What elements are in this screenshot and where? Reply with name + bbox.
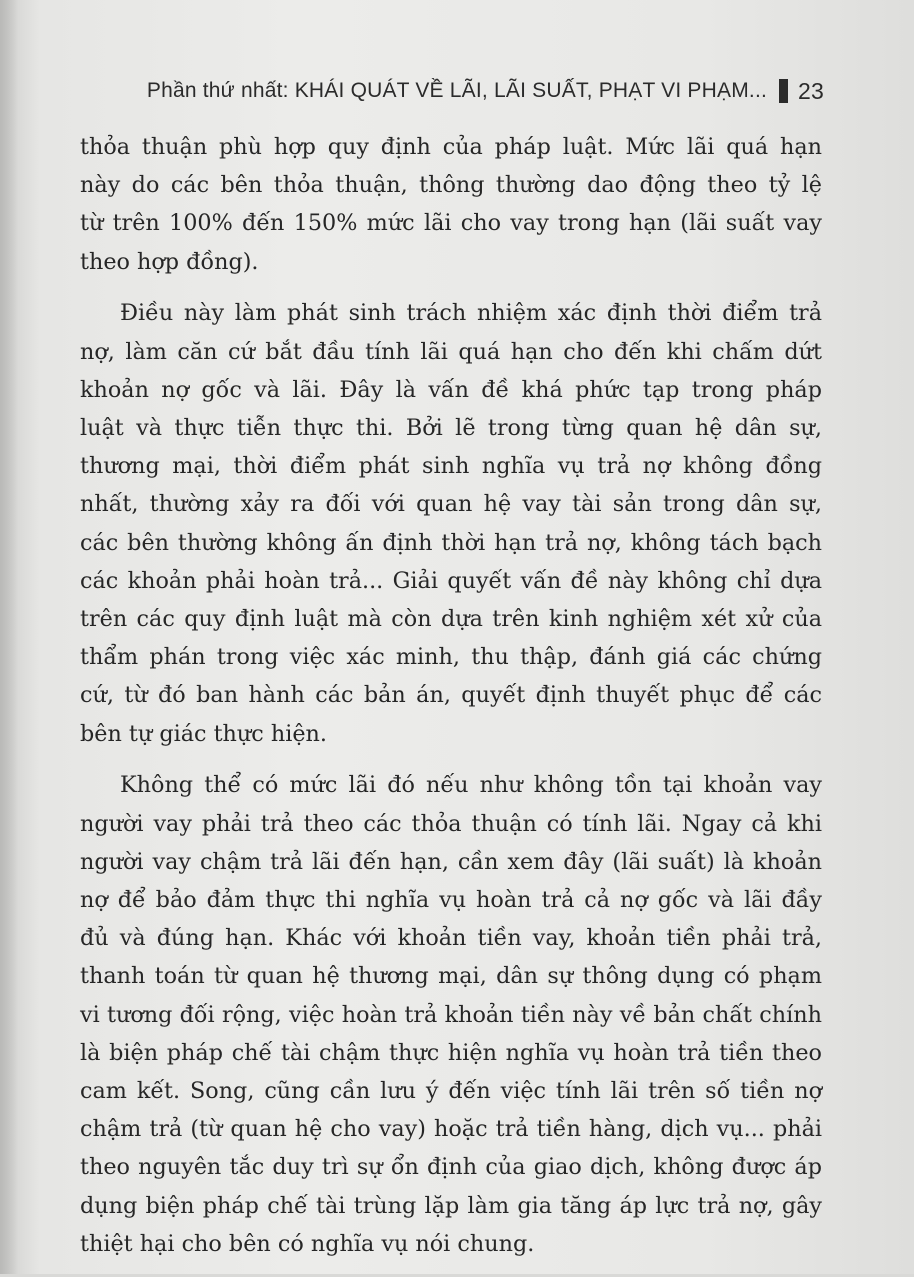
text-line: thanh toán từ quan hệ thương mại, dân sự thông dụng có phạm	[80, 963, 822, 990]
text-line: người vay phải trả theo các thỏa thuận có tính lãi. Ngay cả khi	[80, 810, 822, 837]
text-line: Điều này làm phát sinh trách nhiệm xác định thời điểm trả	[120, 300, 822, 327]
text-line: khoản nợ gốc và lãi. Đây là vấn đề khá phức tạp trong pháp	[80, 376, 822, 403]
body-text	[80, 128, 822, 1277]
text-line: theo hợp đồng).	[80, 248, 259, 275]
page-gutter-shadow	[0, 0, 18, 1274]
text-line: theo nguyên tắc duy trì sự ổn định của giao dịch, không được áp	[80, 1154, 822, 1181]
running-header	[147, 74, 824, 108]
text-line: người vay chậm trả lãi đến hạn, cần xem đây (lãi suất) là khoản	[80, 848, 822, 875]
text-line: nhất, thường xảy ra đối với quan hệ vay tài sản trong dân sự,	[80, 491, 822, 518]
header-separator-bar	[779, 79, 788, 103]
text-line: cứ, từ đó ban hành các bản án, quyết định thuyết phục để các	[80, 682, 822, 709]
paragraph-2	[80, 294, 822, 752]
text-line: bên tự giác thực hiện.	[80, 720, 327, 747]
running-title: Phần thứ nhất: KHÁI QUÁT VỀ LÃI, LÃI SUẤT, PHẠT VI PHẠM...	[146, 79, 768, 102]
text-line: thiệt hại cho bên có nghĩa vụ nói chung.	[80, 1230, 535, 1257]
text-line: cam kết. Song, cũng cần lưu ý đến việc tính lãi trên số tiền nợ	[80, 1078, 822, 1105]
text-line: các khoản phải hoàn trả... Giải quyết vấn đề này không chỉ dựa	[80, 567, 822, 594]
text-line: nợ để bảo đảm thực thi nghĩa vụ hoàn trả cả nợ gốc và lãi đầy	[80, 887, 822, 914]
text-line: từ trên 100% đến 150% mức lãi cho vay trong hạn (lãi suất vay	[80, 210, 822, 237]
text-line: này do các bên thỏa thuận, thông thường dao động theo tỷ lệ	[80, 172, 822, 199]
text-line: thỏa thuận phù hợp quy định của pháp luật. Mức lãi quá hạn	[80, 134, 822, 160]
text-line: Không thể có mức lãi đó nếu như không tồn tại khoản vay	[120, 772, 822, 799]
text-line: thẩm phán trong việc xác minh, thu thập, đánh giá các chứng	[80, 644, 822, 671]
text-line: luật và thực tiễn thực thi. Bởi lẽ trong từng quan hệ dân sự,	[80, 415, 822, 442]
text-line: là biện pháp chế tài chậm thực hiện nghĩa vụ hoàn trả tiền theo	[80, 1039, 822, 1066]
page-number: 23	[798, 77, 824, 104]
paragraph-3	[80, 766, 822, 1263]
text-line: thương mại, thời điểm phát sinh nghĩa vụ trả nợ không đồng	[80, 453, 822, 480]
text-line: các bên thường không ấn định thời hạn trả nợ, không tách bạch	[80, 529, 822, 556]
text-line: nợ, làm căn cứ bắt đầu tính lãi quá hạn cho đến khi chấm dứt	[80, 338, 822, 365]
text-line: trên các quy định luật mà còn dựa trên kinh nghiệm xét xử của	[80, 606, 822, 633]
paragraph-1	[80, 128, 822, 281]
text-line: chậm trả (từ quan hệ cho vay) hoặc trả tiền hàng, dịch vụ... phải	[80, 1116, 822, 1143]
text-line: dụng biện pháp chế tài trùng lặp làm gia tăng áp lực trả nợ, gây	[80, 1192, 822, 1219]
text-line: đủ và đúng hạn. Khác với khoản tiền vay, khoản tiền phải trả,	[80, 925, 822, 952]
text-line: vi tương đối rộng, việc hoàn trả khoản tiền này về bản chất chính	[80, 1001, 822, 1028]
